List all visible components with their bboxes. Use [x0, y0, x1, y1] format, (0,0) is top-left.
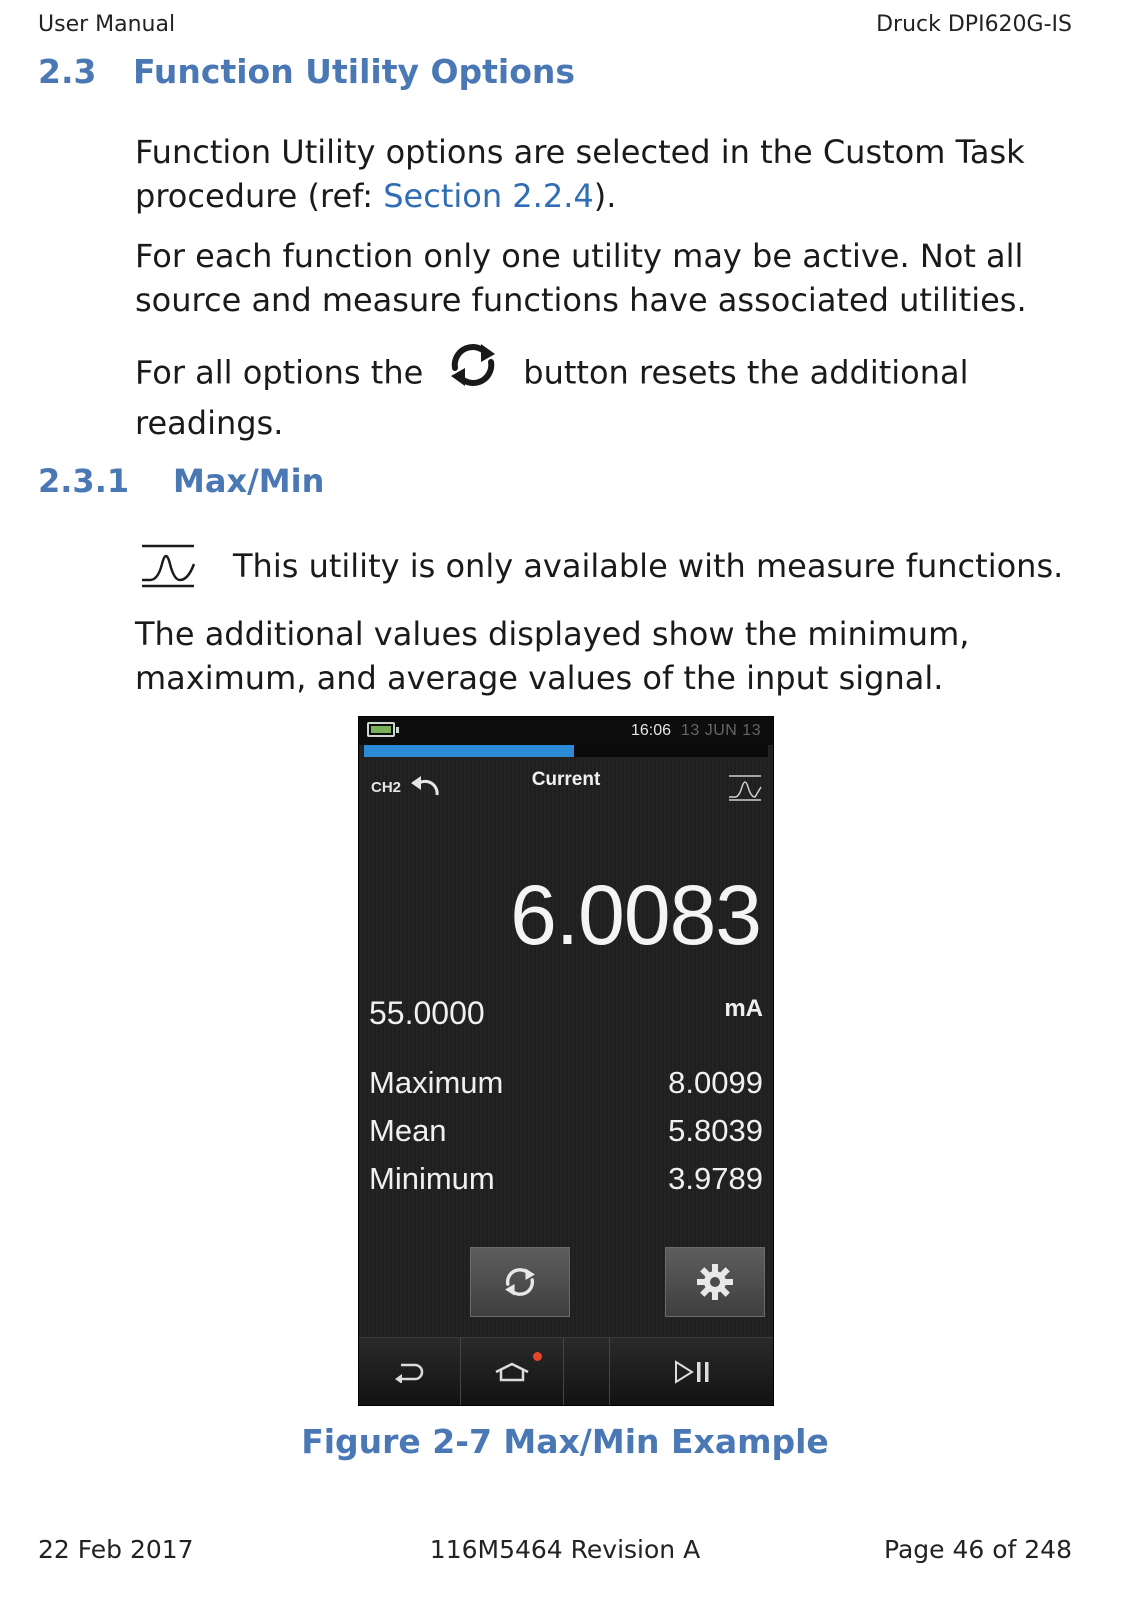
paragraph-intro-end: ). — [593, 177, 617, 215]
nav-home-button[interactable] — [460, 1338, 564, 1406]
paragraph-intro — [135, 130, 1035, 218]
gear-icon — [695, 1262, 735, 1302]
unit-label: mA — [724, 995, 763, 1022]
subsection-number: 2.3.1 — [38, 462, 130, 500]
device-screenshot — [358, 716, 774, 1406]
battery-charging-icon — [367, 722, 395, 737]
footer-date: 22 Feb 2017 — [38, 1535, 194, 1564]
back-icon — [393, 1361, 425, 1383]
progress-bar — [364, 745, 768, 757]
footer-page: Page 46 of 248 — [884, 1535, 1072, 1564]
nav-back-button[interactable] — [359, 1338, 459, 1406]
range-value: 55.0000 — [369, 995, 485, 1031]
max-min-icon[interactable] — [727, 773, 763, 808]
stat-value-maximum: 8.0099 — [668, 1065, 763, 1100]
notification-dot — [533, 1352, 542, 1361]
stat-label-minimum: Minimum — [369, 1161, 495, 1196]
header-right: Druck DPI620G-IS — [876, 12, 1072, 37]
figure-caption: Figure 2-7 Max/Min Example — [301, 1422, 829, 1461]
maxmin-note-text: This utility is only available with measure functions. — [233, 547, 1064, 585]
section-number: 2.3 — [38, 52, 97, 91]
header-left: User Manual — [38, 12, 176, 37]
nav-play-pause-button[interactable] — [609, 1338, 774, 1406]
paragraph-values: The additional values displayed show the minimum, maximum, and average values of the input signal. — [135, 615, 970, 697]
max-min-icon — [138, 542, 198, 592]
play-pause-icon — [672, 1359, 712, 1385]
status-date: 13 JUN 13 — [681, 722, 762, 739]
maxmin-note — [138, 540, 1088, 596]
reset-button[interactable] — [470, 1247, 570, 1317]
paragraph-reset-text: For all options the — [135, 353, 424, 392]
stat-label-maximum: Maximum — [369, 1065, 504, 1100]
function-title: Current — [531, 769, 601, 790]
status-time: 16:06 — [631, 722, 672, 739]
paragraph-one-utility: For each function only one utility may be active. Not all source and measure functions have associated utilities. — [135, 237, 1027, 319]
status-bar — [359, 717, 773, 745]
channel-label[interactable]: CH2 — [371, 779, 402, 796]
stat-value-minimum: 3.9789 — [668, 1161, 763, 1196]
stat-value-mean: 5.8039 — [668, 1113, 763, 1148]
stat-label-mean: Mean — [369, 1113, 447, 1148]
home-icon — [494, 1360, 530, 1384]
subsection-title: Max/Min — [173, 462, 325, 500]
footer-doc-number: 116M5464 Revision A — [429, 1535, 701, 1564]
subsection-heading — [38, 462, 324, 500]
paragraph-reset-text-2: button resets the additional readings. — [135, 353, 969, 442]
settings-button[interactable] — [665, 1247, 765, 1317]
progress-fill — [364, 745, 574, 757]
section-title: Function Utility Options — [133, 52, 576, 91]
section-heading — [38, 52, 575, 91]
reset-icon — [501, 1265, 539, 1299]
paragraph-reset — [135, 348, 1035, 445]
paragraph-intro-text: Function Utility options are selected in the Custom Task procedure (ref: — [135, 133, 1025, 215]
nav-bar — [359, 1337, 773, 1406]
reset-icon — [445, 340, 501, 401]
main-reading: 6.0083 — [510, 868, 761, 962]
section-link[interactable]: Section 2.2.4 — [383, 177, 594, 215]
